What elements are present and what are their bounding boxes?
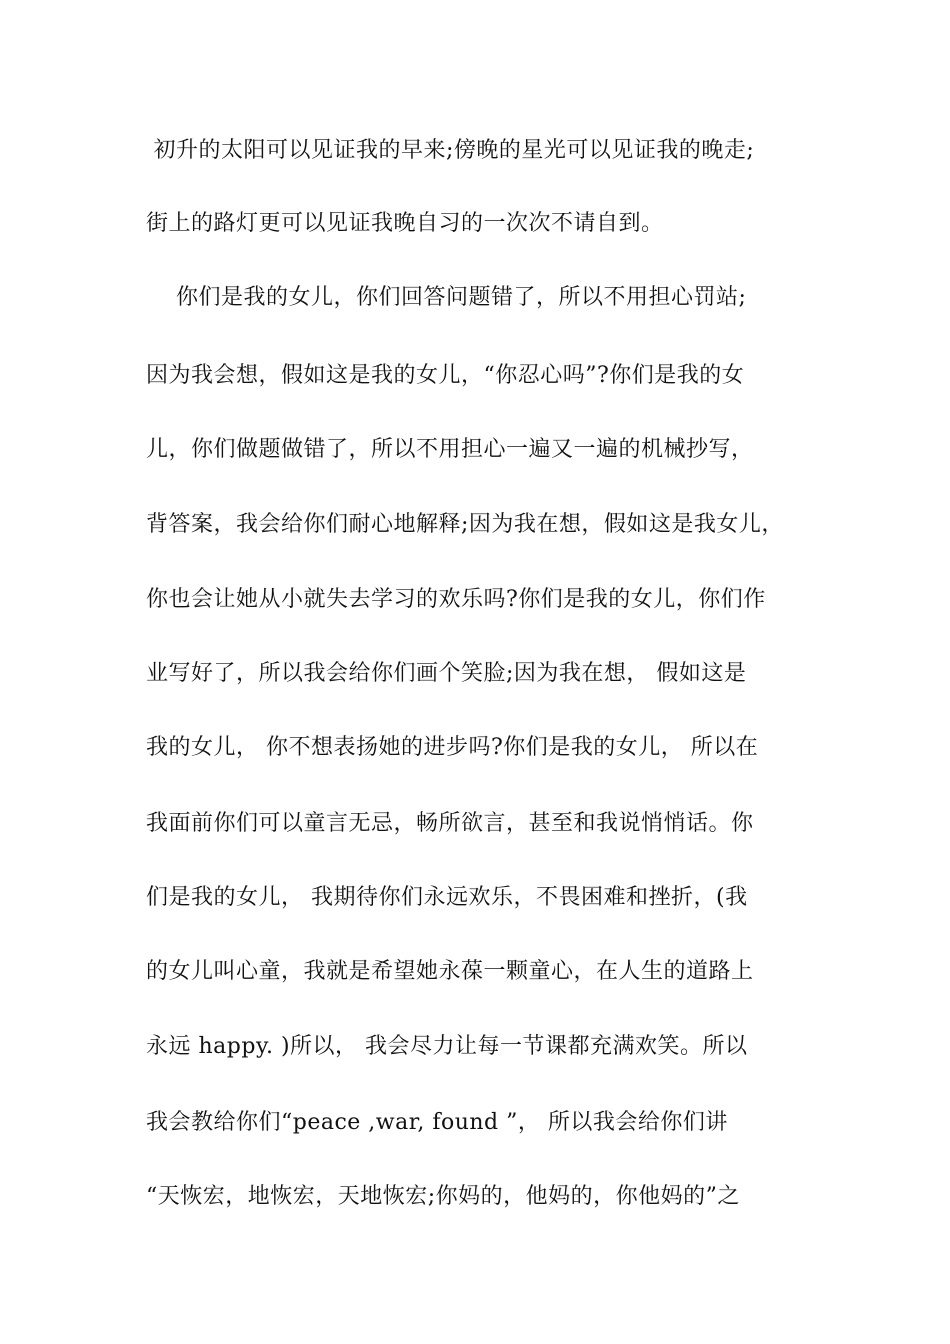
paragraph-line: 因为我会想，假如这是我的女儿，“你忍心吗”?你们是我的女 — [146, 363, 745, 388]
paragraph-line: 我面前你们可以童言无忌，畅所欲言，甚至和我说悄悄话。你 — [146, 811, 754, 836]
paragraph-line: 街上的路灯更可以见证我晚自习的一次次不请自到。 — [146, 211, 664, 236]
paragraph-line: 背答案，我会给你们耐心地解释;因为我在想，假如这是我女儿， — [146, 512, 784, 537]
paragraph-line: 儿，你们做题做错了，所以不用担心一遍又一遍的机械抄写， — [146, 437, 754, 462]
paragraph-line: 们是我的女儿， 我期待你们永远欢乐，不畏困难和挫折，(我 — [146, 885, 748, 910]
paragraph-line: “天恢宏，地恢宏，天地恢宏;你妈的，他妈的，你他妈的”之 — [146, 1184, 740, 1209]
paragraph-line: 你也会让她从小就失去学习的欢乐吗?你们是我的女儿，你们作 — [146, 587, 766, 612]
paragraph-line: 你们是我的女儿，你们回答问题错了，所以不用担心罚站; — [146, 285, 747, 310]
paragraph-line: 业写好了，所以我会给你们画个笑脸;因为我在想， 假如这是 — [146, 661, 747, 686]
paragraph-line: 永远 happy. )所以， 我会尽力让每一节课都充满欢笑。所以 — [146, 1034, 748, 1059]
paragraph-line: 我会教给你们“peace ,war, found ”， 所以我会给你们讲 — [146, 1110, 728, 1135]
paragraph-line: 的女儿叫心童，我就是希望她永葆一颗童心，在人生的道路上 — [146, 959, 754, 984]
paragraph-line: 初升的太阳可以见证我的早来;傍晚的星光可以见证我的晚走; — [146, 138, 755, 163]
paragraph-line: 我的女儿， 你不想表扬她的进步吗?你们是我的女儿， 所以在 — [146, 735, 759, 760]
